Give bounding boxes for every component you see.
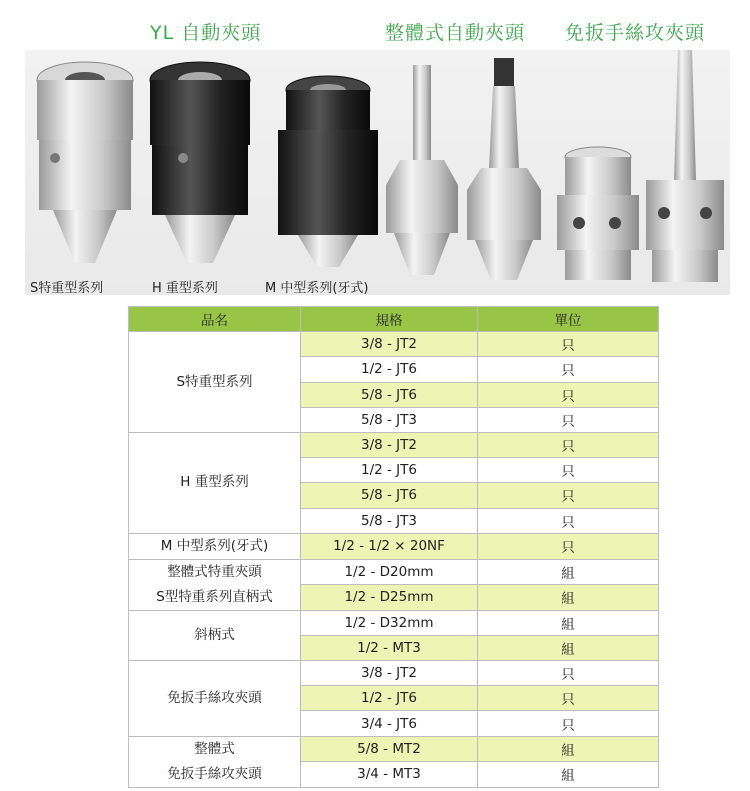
heading-tapping: 免扳手絲攻夾頭 [565,22,706,44]
table-header-row [129,307,659,332]
integral-chuck-straight-image [380,65,465,285]
product-name: H 重型系列 [180,474,249,491]
spec-cell: 5/8 - JT6 [301,382,478,407]
unit-cell: 只 [478,357,659,382]
caption-h-series: H 重型系列 [152,281,218,296]
spec-cell: 1/2 - JT6 [301,357,478,382]
chuck-s-image [33,58,138,273]
unit-cell: 只 [478,508,659,533]
product-name-cell [129,432,301,533]
unit-cell: 只 [478,458,659,483]
unit-cell: 只 [478,686,659,711]
unit-cell: 只 [478,432,659,457]
spec-cell: 1/2 - D32mm [301,610,478,635]
unit-cell: 組 [478,610,659,635]
product-name: M 中型系列(牙式) [160,537,269,554]
product-name-cell [129,610,301,660]
table-body [129,332,659,787]
unit-cell: 只 [478,661,659,686]
spec-cell: 5/8 - JT6 [301,483,478,508]
spec-cell: 3/8 - JT2 [301,332,478,357]
spec-table [128,306,659,788]
unit-cell: 組 [478,762,659,788]
unit-cell: 只 [478,382,659,407]
product-name: 整體式特重夾頭 [167,563,262,580]
spec-cell: 1/2 - JT6 [301,686,478,711]
product-photo-strip [25,50,730,295]
table-row [129,432,659,457]
tapping-chuck-straight-image [553,145,643,285]
header-name: 品名 [129,307,301,332]
spec-cell: 5/8 - JT3 [301,407,478,432]
product-name-cell [129,533,301,559]
product-name-cell [129,736,301,787]
table-row [129,559,659,585]
caption-s-series: S特重型系列 [30,281,104,296]
product-name: 整體式 [194,740,235,757]
product-name-cell [129,661,301,737]
chuck-h-image [143,58,258,273]
spec-cell: 3/8 - JT2 [301,661,478,686]
unit-cell: 只 [478,711,659,736]
unit-cell: 組 [478,736,659,762]
spec-cell: 3/4 - MT3 [301,762,478,788]
header-spec: 規格 [301,307,478,332]
product-name: 斜柄式 [194,626,235,643]
spec-cell: 3/4 - JT6 [301,711,478,736]
unit-cell: 只 [478,407,659,432]
product-name: 免扳手絲攻夾頭 [167,689,262,706]
product-name: S型特重系列直柄式 [156,588,273,605]
table-row [129,610,659,635]
unit-cell: 組 [478,559,659,585]
spec-cell: 5/8 - JT3 [301,508,478,533]
table-row [129,332,659,357]
table-row [129,736,659,762]
spec-cell: 5/8 - MT2 [301,736,478,762]
heading-integral: 整體式自動夾頭 [385,22,526,44]
caption-m-series: M 中型系列(牙式) [265,281,369,296]
product-name-cell [129,559,301,610]
spec-cell: 3/8 - JT2 [301,432,478,457]
spec-cell: 1/2 - D20mm [301,559,478,585]
spec-cell: 1/2 - 1/2 × 20NF [301,533,478,559]
unit-cell: 只 [478,533,659,559]
unit-cell: 只 [478,483,659,508]
unit-cell: 只 [478,332,659,357]
product-name: S特重型系列 [176,373,253,390]
spec-cell: 1/2 - JT6 [301,458,478,483]
chuck-m-image [273,72,383,272]
tapping-chuck-taper-image [640,50,730,285]
unit-cell: 組 [478,635,659,660]
product-name: 免扳手絲攻夾頭 [167,765,262,782]
integral-chuck-taper-image [463,58,548,283]
header-unit: 單位 [478,307,659,332]
product-name-cell [129,332,301,433]
heading-yl: YL 自動夾頭 [150,22,262,44]
table-row [129,533,659,559]
table-row [129,661,659,686]
spec-cell: 1/2 - D25mm [301,585,478,611]
spec-cell: 1/2 - MT3 [301,635,478,660]
unit-cell: 組 [478,585,659,611]
